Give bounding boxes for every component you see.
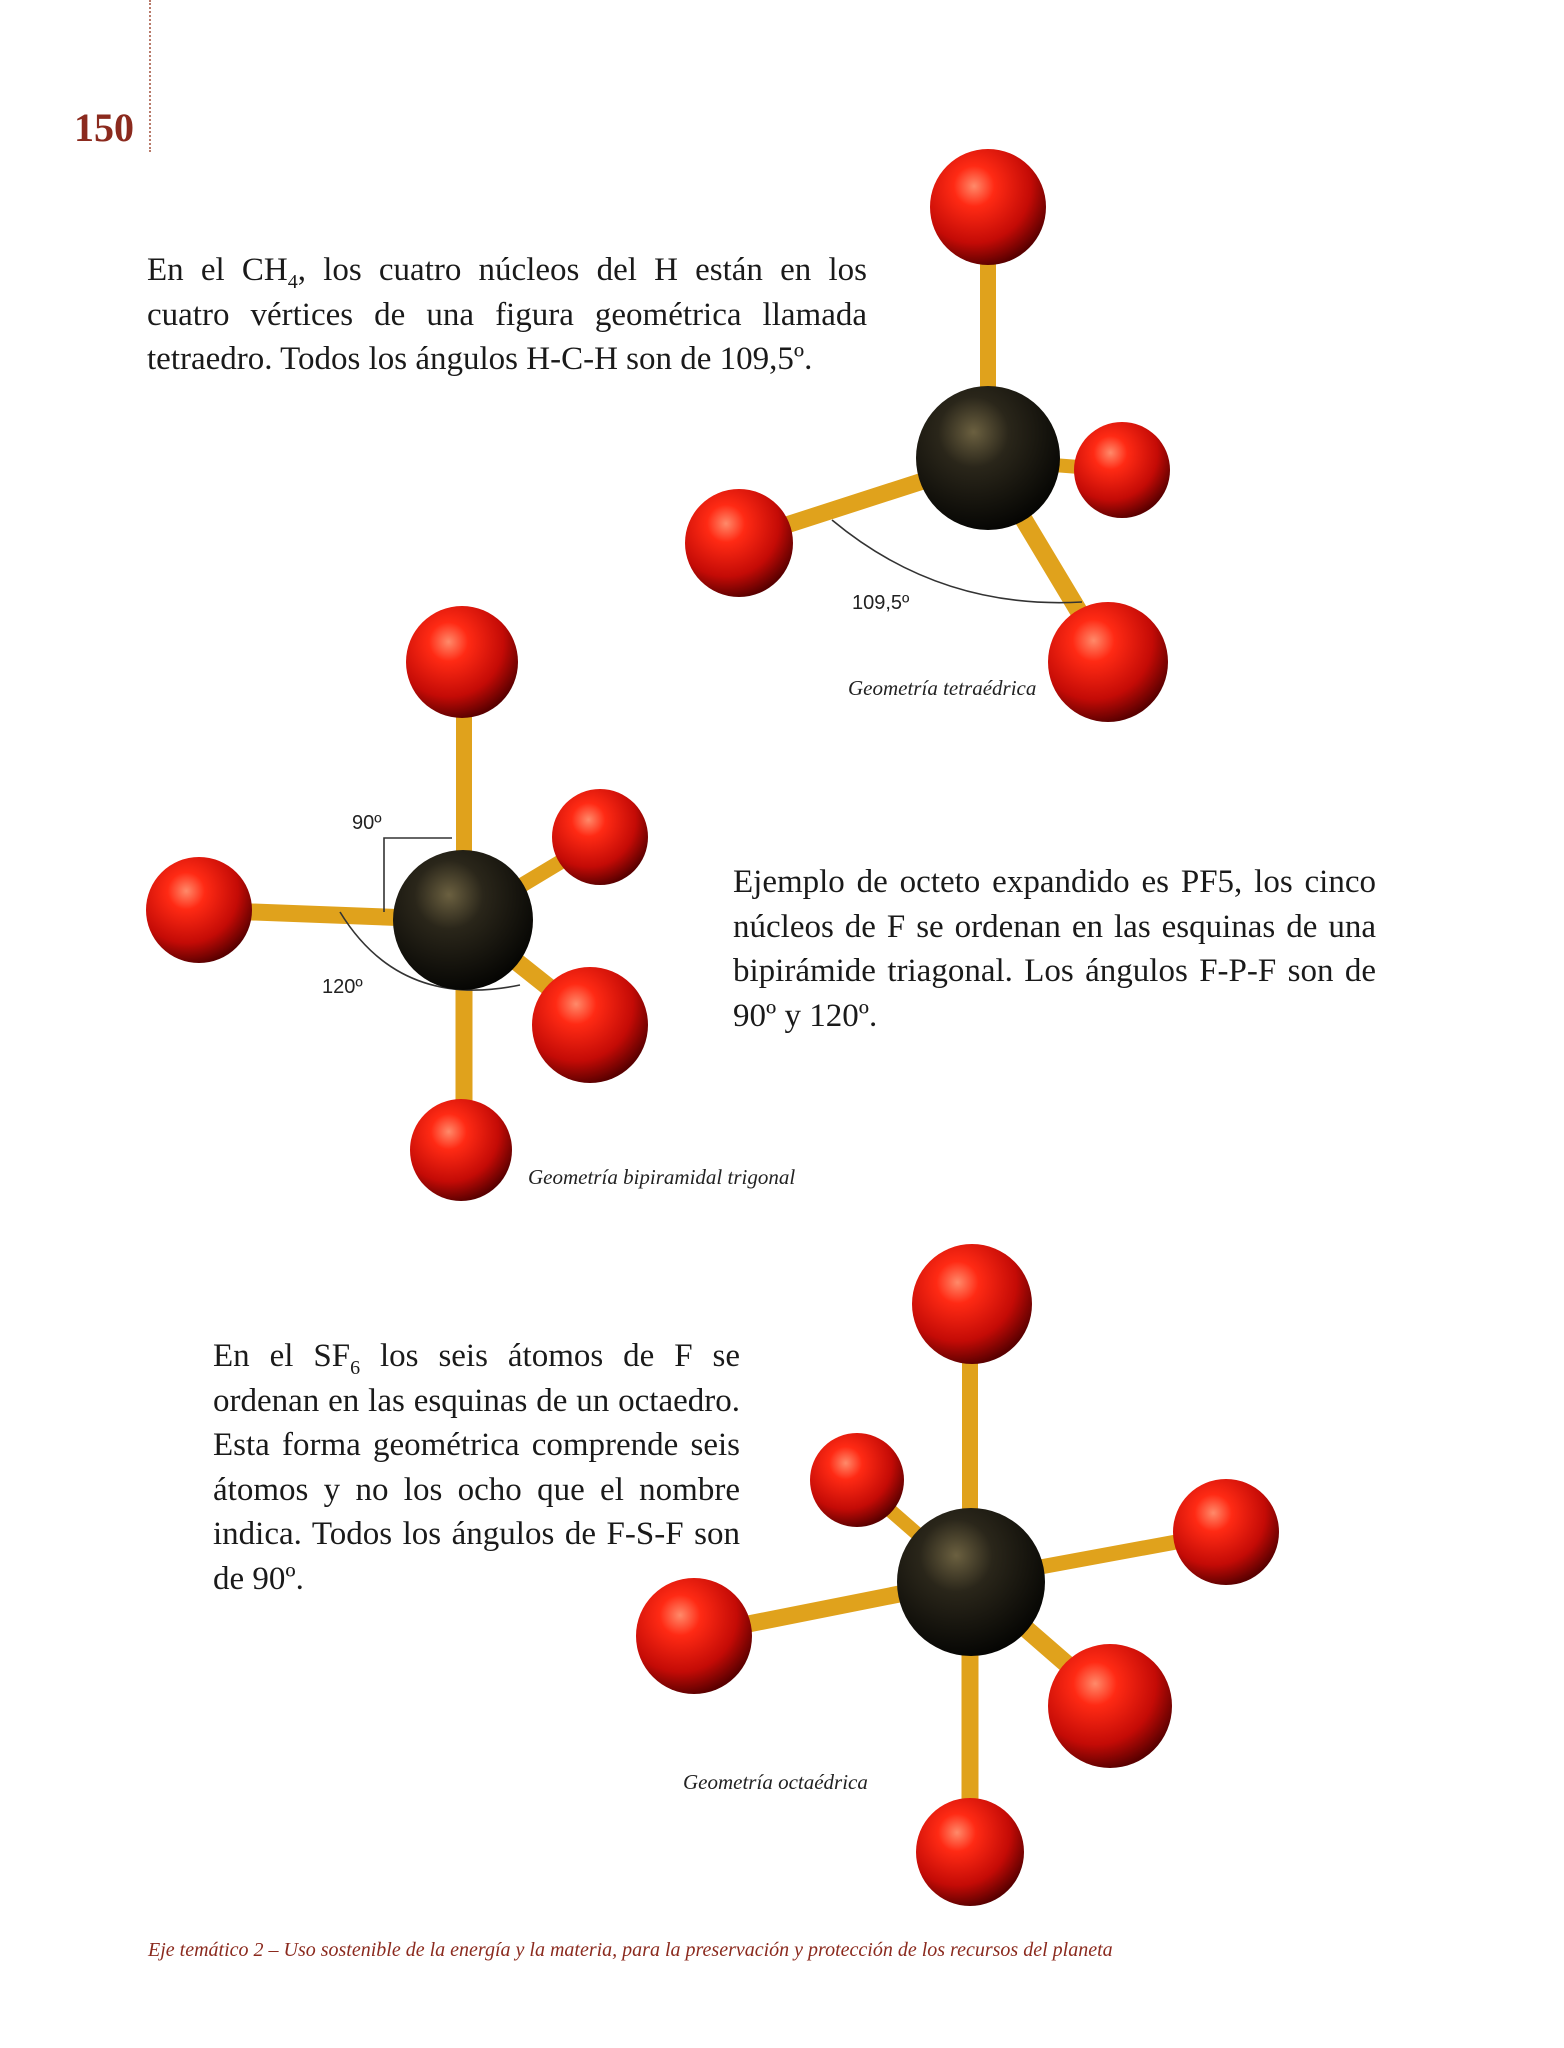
ch4-text-post: , los cuatro núcleos del H están en los cuatro vértices de una figura geométrica llamada tetraedro. Todos los ángulos H-C-H son de 109,5º. <box>147 252 867 377</box>
fluorine-atom <box>916 1798 1024 1906</box>
sf6-text-post: los seis átomos de F se ordenan en las esquinas de un octaedro. Esta forma geométrica comprende seis átomos y no los ocho que el nombre indica. Todos los ángulos de F-S-F son de 90º. <box>213 1338 741 1597</box>
fluorine-atom <box>912 1244 1032 1364</box>
page-footer: Eje temático 2 – Uso sostenible de la energía y la materia, para la preservación y protección de los recursos del planeta <box>148 1939 1113 1961</box>
sf6-subscript: 6 <box>350 1357 361 1379</box>
tbp-angle-90-label: 90º <box>352 812 382 834</box>
ch4-text-pre: En el CH <box>147 252 288 288</box>
fluorine-atom <box>1048 1644 1172 1768</box>
page-number: 150 <box>74 105 134 150</box>
paragraph-pf5: Ejemplo de octeto expandido es PF5, los cinco núcleos de F se ordenan en las esquinas de una bipirámide triagonal. Los ángulos F-P-F son de 90º y 120º. <box>733 864 1376 1034</box>
ch4-subscript: 4 <box>287 271 298 293</box>
tetrahedral-caption: Geometría tetraédrica <box>848 676 1037 700</box>
tbp-angle-120-label: 120º <box>322 976 363 998</box>
fluorine-atom <box>636 1578 752 1694</box>
sf6-text-pre: En el SF <box>213 1338 351 1374</box>
tbp-caption: Geometría bipiramidal trigonal <box>528 1165 796 1189</box>
sulfur-atom <box>897 1508 1045 1656</box>
octahedral-caption: Geometría octaédrica <box>683 1770 868 1794</box>
fluorine-atom <box>1173 1479 1279 1585</box>
fluorine-atom <box>810 1433 904 1527</box>
tetrahedral-angle-label: 109,5º <box>852 592 910 614</box>
